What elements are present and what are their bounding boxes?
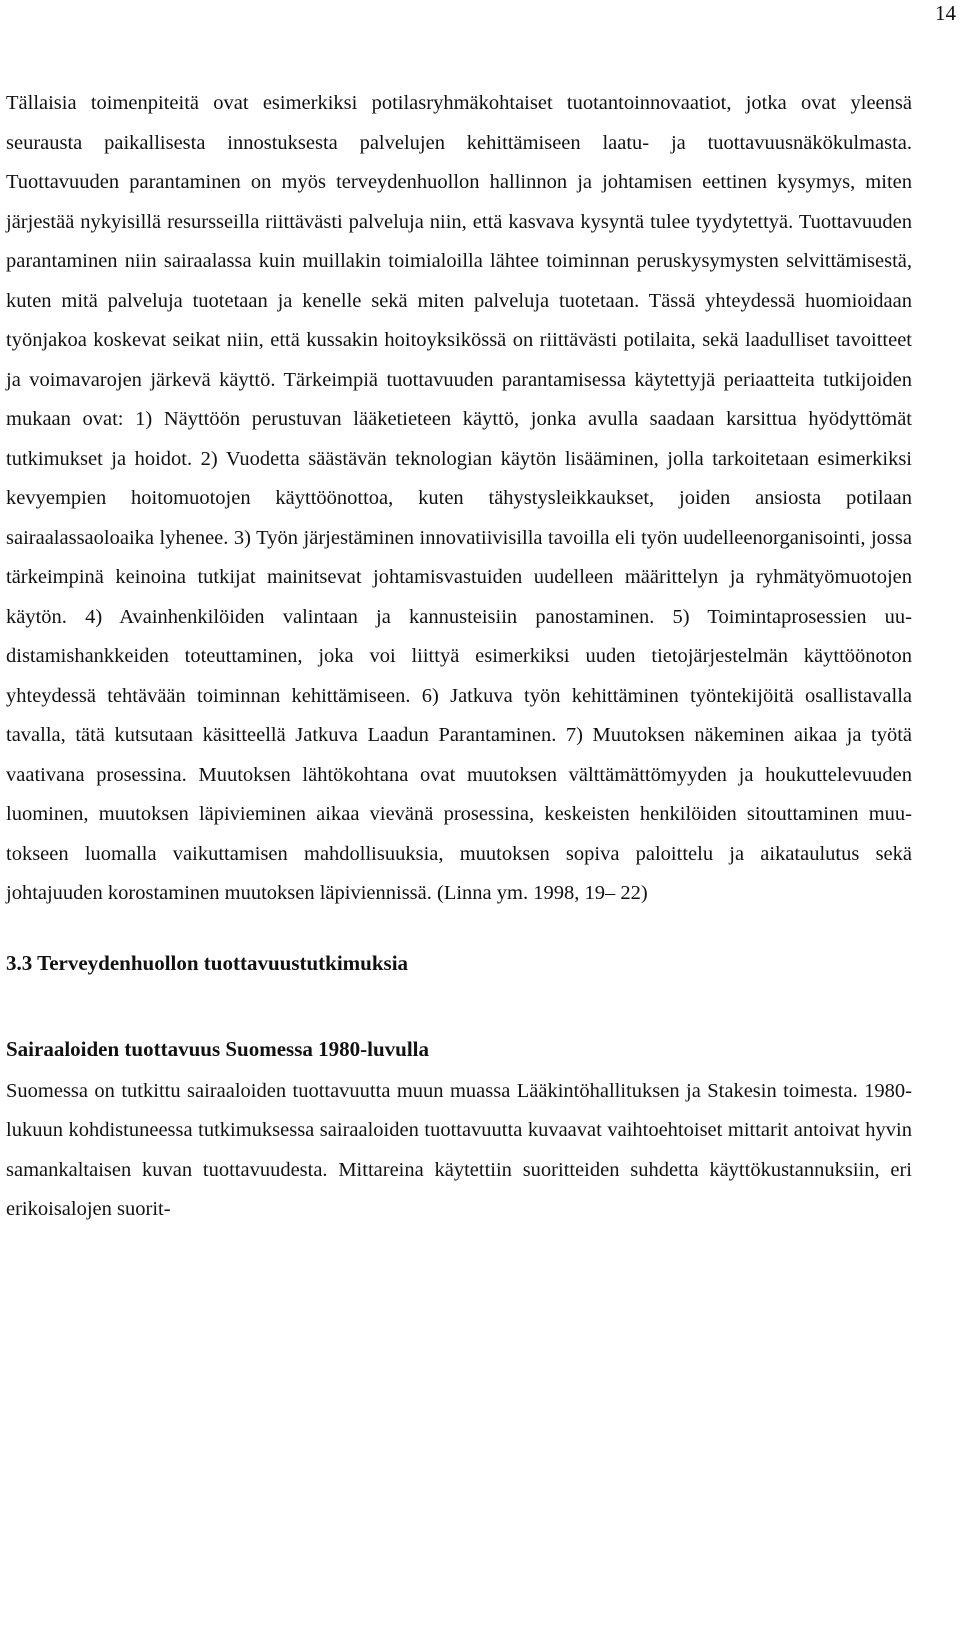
body-paragraph: Tällaisia toimenpiteitä ovat esimerkiksi potilasryhmäkohtaiset tuotantoinnovaatiot, jotka ovat yleensä seurausta paikallisesta innostuksesta palvelujen kehittämiseen laatu- ja tuottavuusnäkökulmasta. Tuottavuuden parantaminen on myös terveydenhuollon hallinnon ja johtamisen eettinen kysymys, miten järjestää nykyisillä resursseilla riittävästi palveluja niin, että kasvava kysyntä tulee tyydytettyä. Tuottavuuden parantaminen niin sairaalassa kuin muillakin toimialoilla lähtee toiminnan peruskysymysten selvittämisestä, kuten mitä palveluja tuotetaan ja kenelle sekä miten palveluja tuotetaan. Tässä yhteydessä huomioidaan työnjakoa koskevat seikat niin, että kussakin hoitoyksikössä on riittävästi potilaita, sekä laadulliset tavoitteet ja voimavarojen järkevä käyttö. Tärkeimpiä tuottavuuden parantamisessa käytettyjä periaatteita tutkijoiden mukaan ovat: 1) Näyttöön perustuvan lääketieteen käyttö, jonka avulla saadaan karsittua hyödyttömät tutkimukset ja hoidot. 2) Vuodetta säästävän teknologian käytön lisääminen, jolla tarkoitetaan esimerkiksi kevyempien hoitomuotojen käyttöönottoa, kuten tähystysleikkaukset, joiden ansiosta potilaan sairaalassaoloaika lyhenee. 3) Työn järjestäminen innovatiivisilla tavoilla eli työn uudelleenorganisointi, jossa tärkeimpinä keinoina tutkijat mainitsevat johtamisvastuiden uudelleen määrittelyn ja ryhmätyömuotojen käytön. 4) Avainhenkilöiden valintaan ja kannusteisiin panostaminen. 5) Toimintaprosessien uudistamishankkeiden toteuttaminen, joka voi liittyä esimerkiksi uuden tietojärjestelmän käyttöönoton yhteydessä tehtävään toiminnan kehittämiseen. 6) Jatkuva työn kehittäminen työntekijöitä osallistavalla tavalla, tätä kutsutaan käsitteellä Jatkuva Laadun Parantaminen. 7) Muutoksen näkeminen aikaa ja työtä vaativana prosessina. Muutoksen lähtökohtana ovat muutoksen välttämättömyyden ja houkuttelevuuden luominen, muutoksen läpivieminen aikaa vievänä prosessina, keskeisten henkilöiden sitouttaminen muutokseen luomalla vaikuttamisen mahdollisuuksia, muutoksen sopiva paloittelu ja aikataulutus sekä johtajuuden korostaminen muutoksen läpiviennissä. (Linna ym. 1998, 19– 22): [6, 92, 912, 904]
section-heading: 3.3 Terveydenhuollon tuottavuustutkimuksia: [6, 950, 409, 975]
document-body: [6, 84, 912, 1230]
page-number: 14: [935, 1, 956, 25]
subsection-heading: Sairaaloiden tuottavuus Suomessa 1980-luvulla: [6, 1036, 429, 1061]
subsection-paragraph: Suomessa on tutkittu sairaaloiden tuottavuutta muun muassa Lääkintöhallituksen ja Stakesin toimesta. 1980-lukuun kohdistuneessa tutkimuksessa sairaaloiden tuottavuutta kuvaavat vaihtoehtoiset mittarit antoivat hyvin samankaltaisen kuvan tuottavuudesta. Mittareina käytettiin suoritteiden suhdetta käyttökustannuksiin, eri erikoisalojen suorit-: [6, 1079, 912, 1220]
